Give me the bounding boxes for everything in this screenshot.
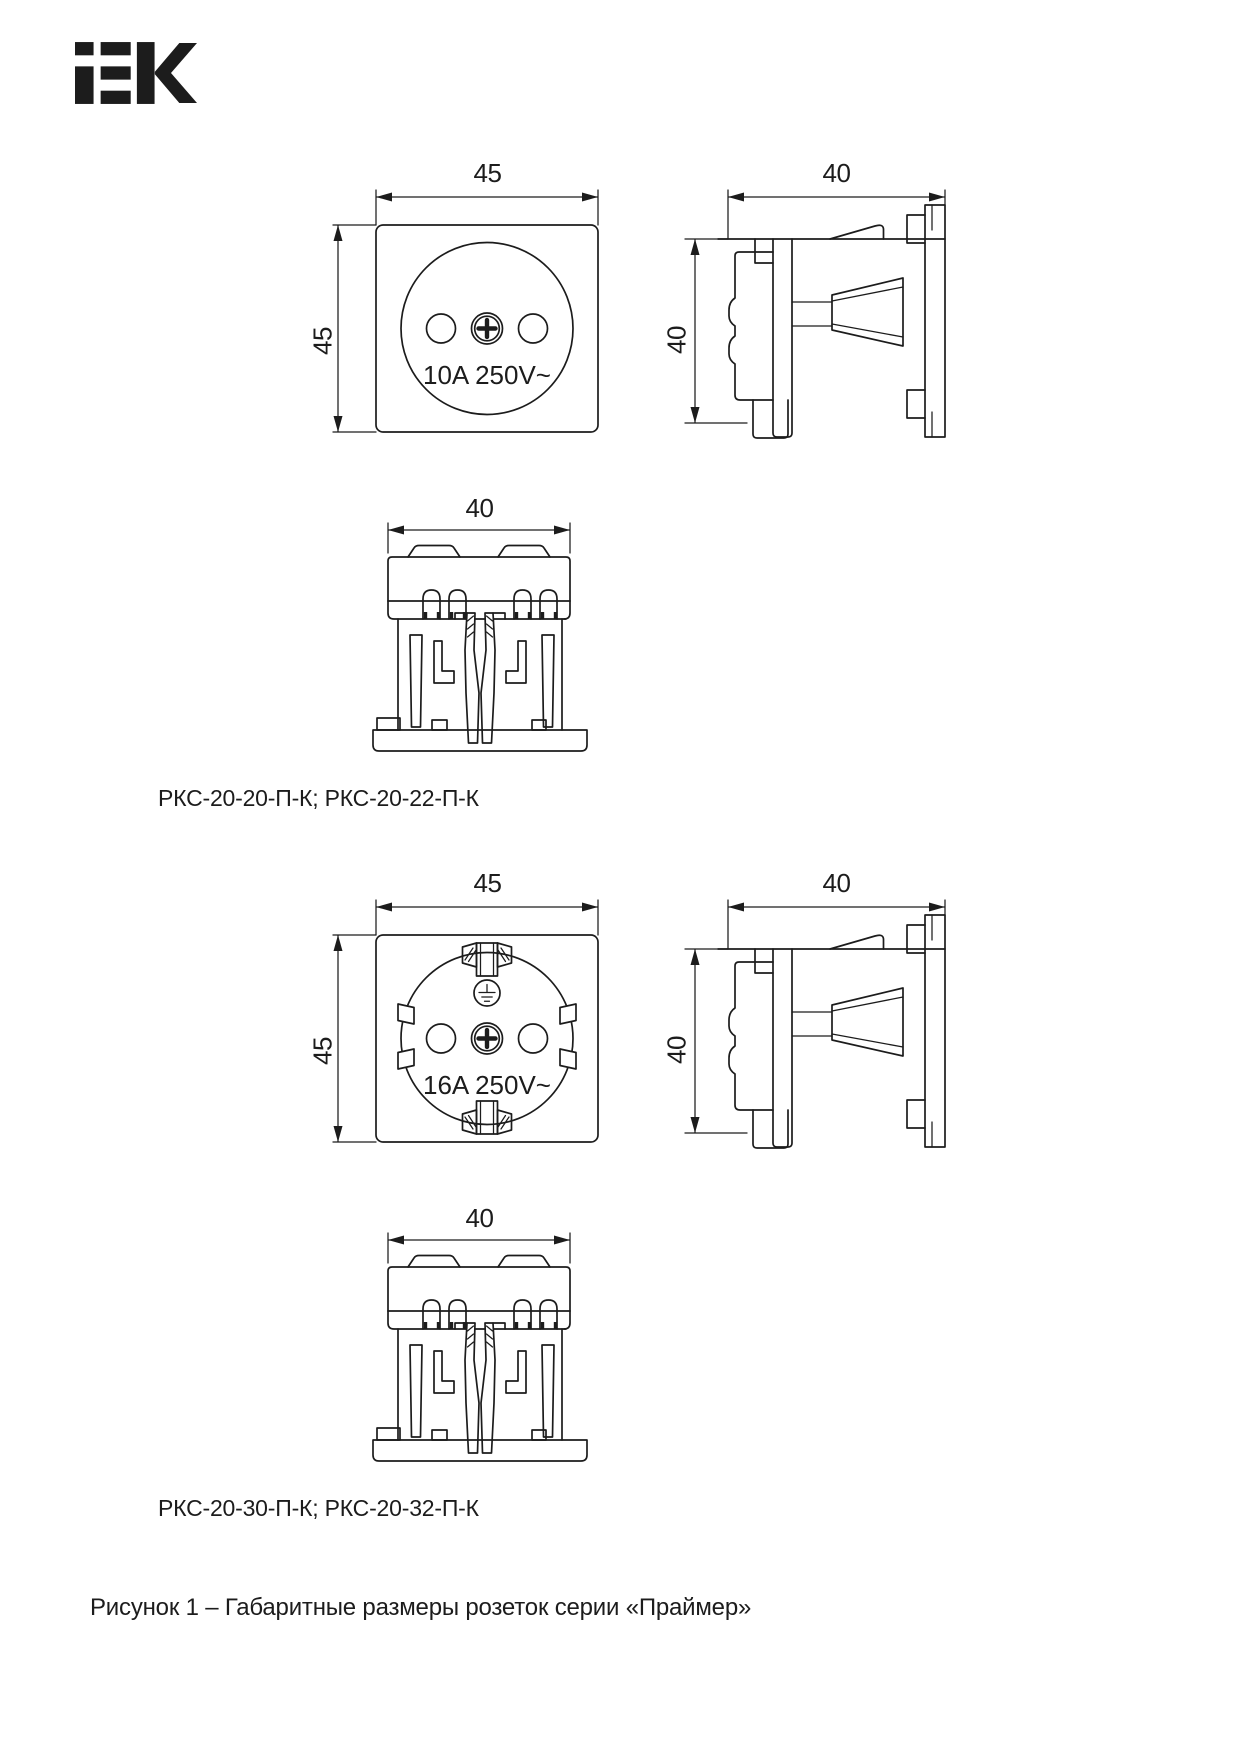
side-view-socket-10a <box>655 150 955 450</box>
model-codes-g2: РКС-20-30-П-К; РКС-20-32-П-К <box>158 1495 479 1521</box>
dim-front-width-g1: 45 <box>473 158 502 188</box>
figure-caption: Рисунок 1 – Габаритные размеры розеток серии «Праймер» <box>90 1594 752 1621</box>
rear-view-socket-10a <box>370 495 595 760</box>
dim-side-width-g1: 40 <box>822 158 851 188</box>
dim-rear-width-g1: 40 <box>465 493 494 523</box>
dim-front-height-g2: 45 <box>307 1037 338 1065</box>
dim-side-height-g2: 40 <box>661 1036 692 1064</box>
front-view-socket-10a <box>330 185 605 440</box>
dim-front-width-g2: 45 <box>473 868 502 898</box>
iek-logo <box>75 42 197 104</box>
rear-view-socket-16a <box>370 1205 595 1470</box>
iek-logo-glyphs <box>75 42 197 104</box>
model-codes-g1: РКС-20-20-П-К; РКС-20-22-П-К <box>158 785 479 811</box>
rating-text-g1: 10A 250V~ <box>423 360 551 390</box>
dim-side-height-g1: 40 <box>661 326 692 354</box>
dim-side-width-g2: 40 <box>822 868 851 898</box>
rating-text-g2: 16A 250V~ <box>423 1070 551 1100</box>
dim-front-height-g1: 45 <box>307 327 338 355</box>
front-view-socket-16a <box>330 895 605 1150</box>
dim-rear-width-g2: 40 <box>465 1203 494 1233</box>
side-view-socket-16a <box>655 860 955 1160</box>
